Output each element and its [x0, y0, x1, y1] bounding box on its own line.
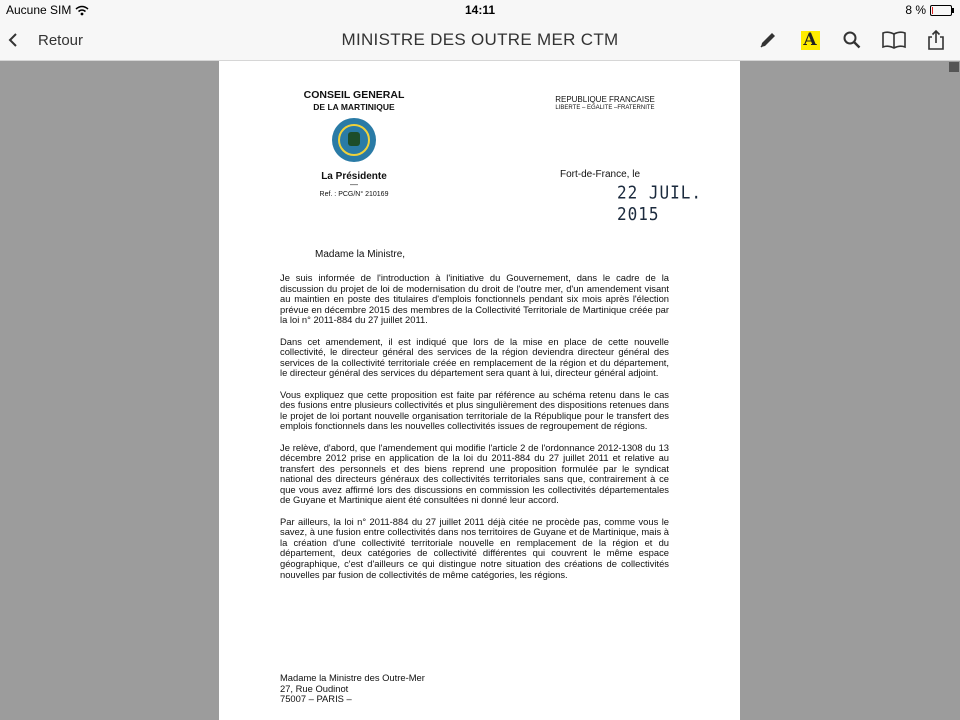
republic-header [545, 95, 665, 111]
highlight-button[interactable] [796, 26, 824, 54]
document-page[interactable] [219, 61, 740, 720]
salutation: Madame la Ministre, [315, 249, 406, 260]
paragraph: Je suis informée de l'introduction à l'initiative du Gouvernement, dans le cadre de la discussion du projet de loi de modernisation du droit de l'outre mer, d'un amendement visant au maintien en poste des titulaires d'emplois fonctionnels pendant six mois après l'élection prévue en décembre 2015 des membres de la Collectivité Territoriale de Martinique créée par la loi n° 2011-884 du 27 juillet 2011. [280, 272, 669, 326]
search-button[interactable] [838, 26, 866, 54]
paragraph: Dans cet amendement, il est indiqué que lors de la mise en place de cette nouvelle collectivité, le directeur général des services de la région deviendra directeur général des services de la collectivité territoriale créée en remplacement de la région et du département, le directeur général des services du département sera quant à lui, directeur général adjoint. [280, 335, 669, 379]
status-bar [0, 0, 960, 20]
address-line: 27, Rue Oudinot [280, 682, 349, 694]
place-date-line: Fort-de-France, le [560, 169, 641, 180]
nav-bar [0, 20, 960, 61]
battery-fill [932, 7, 933, 14]
scroll-indicator[interactable] [949, 62, 959, 72]
back-label: Retour [38, 31, 84, 49]
chevron-left-icon [8, 32, 18, 48]
status-right [905, 3, 952, 17]
address-line: Madame la Ministre des Outre-Mer [280, 672, 425, 683]
annotate-button[interactable] [754, 26, 782, 54]
pencil-icon [758, 30, 778, 50]
paragraph: Je relève, d'abord, que l'amendement qui modifie l'article 2 de l'ordonnance 2012-1308 du 13 décembre 2012 prise en application de la loi du 2011-884 du 27 juillet 2011 et relative au transfert des personnels et des biens reprend une proposition formulée par le syndicat national des directeurs généraux des collectivités territoriales sans que, contrairement à ce que vous avez affirmé lors des discussions en commission les collectivités départementales de Guyane et Martinique aient été consultées ni donné leur accord. [280, 441, 669, 506]
share-icon [926, 29, 946, 51]
toolbar [754, 26, 950, 54]
date-stamp: 22 JUIL. 2015 [617, 181, 703, 225]
carrier-label: Aucune SIM [6, 3, 72, 17]
letterhead-region: DE LA MARTINIQUE [313, 102, 395, 112]
share-button[interactable] [922, 26, 950, 54]
council-seal-logo [332, 118, 376, 162]
reference-number: Ref. : PCG/N° 210169 [319, 191, 389, 198]
book-icon [881, 30, 907, 50]
document-title: MINISTRE DES OUTRE MER CTM [341, 30, 619, 49]
bookmarks-button[interactable] [880, 26, 908, 54]
search-icon [842, 30, 862, 50]
letterhead-org: CONSEIL GENERAL [303, 89, 405, 101]
letterhead-role: La Présidente [321, 171, 387, 182]
address-line: 75007 – PARIS – [280, 693, 352, 705]
recipient-address [280, 673, 425, 705]
battery-icon [930, 5, 952, 16]
paragraph: Vous expliquez que cette proposition est faite par référence au schéma retenu dans le cas des fusions entre plusieurs collectivités et plus singulièrement des dispositions retenues dans le projet de loi portant nouvelle organisation territoriale de la République pour le transfert des emplois fonctionnels dans les nouvelles collectivités issues de regroupement de régions. [280, 388, 669, 432]
letterhead [279, 89, 429, 198]
letterhead-dash: — [350, 180, 358, 189]
republic-motto: LIBERTE – EGALITE –FRATERNITE [555, 105, 655, 111]
letter-body [280, 273, 669, 591]
back-button[interactable] [8, 20, 83, 60]
highlight-icon: A [801, 31, 820, 50]
paragraph: Par ailleurs, la loi n° 2011-884 du 27 juillet 2011 déjà citée ne procède pas, comme vous le savez, à une fusion entre collectivités dans nos territoires de Guyane et de Martinique, mais à la création d'une collectivité territoriale nouvelle en remplacement de la région et du département, deux catégories de collectivité différentes qui couvrent le même espace géographique, c'est d'ailleurs ce qui distingue notre situation des créations de collectivités nouvelles par fusion de collectivités de même catégories, les régions. [280, 515, 669, 580]
battery-percent: 8 % [905, 3, 926, 17]
republic-name: REPUBLIQUE FRANCAISE [555, 95, 655, 104]
clock: 14:11 [464, 3, 496, 17]
